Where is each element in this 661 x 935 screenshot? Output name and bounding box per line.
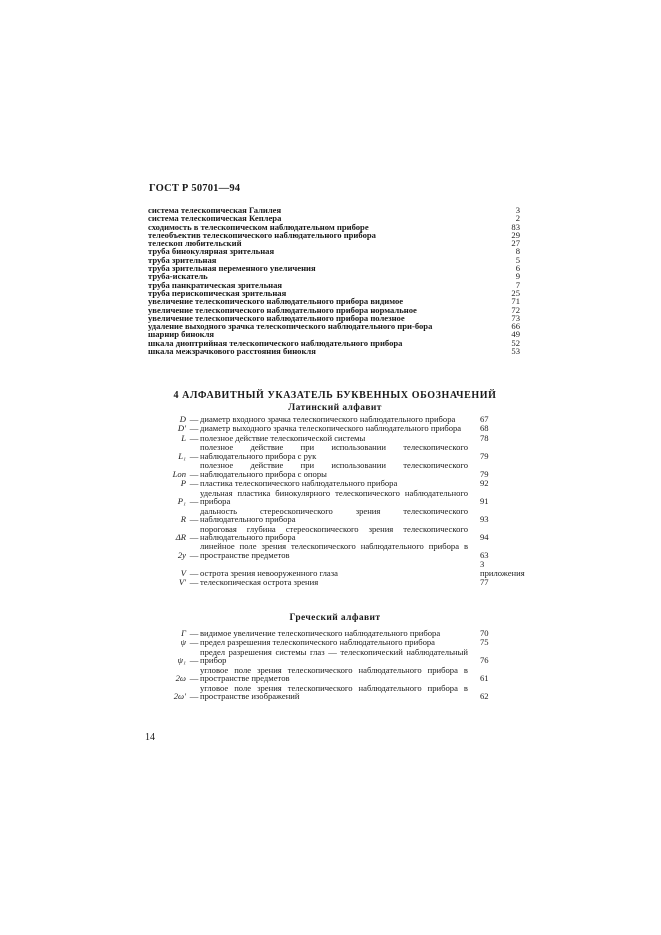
symbol-page: 62 (480, 691, 489, 702)
dash: — (189, 637, 199, 648)
dash: — (189, 496, 199, 507)
symbol: R (180, 514, 186, 525)
symbol-row (150, 578, 530, 587)
term-page: 66 (511, 321, 520, 332)
symbol-page: 67 (480, 414, 489, 424)
term-page: 3 (515, 205, 520, 215)
term-text: увеличение телескопического наблюдательного прибора нормальное (148, 304, 417, 315)
term-text: шкала диоптрийная телескопического наблюдательного прибора (148, 337, 403, 348)
symbol-page: 63 (480, 550, 489, 561)
symbol-row (150, 415, 530, 424)
symbol-page: 91 (480, 496, 489, 507)
symbol-description: пластика телескопического наблюдательного прибора (200, 478, 398, 489)
term-index-list (148, 206, 520, 355)
symbol: V (180, 568, 186, 579)
symbol-page: 76 (480, 655, 489, 666)
symbol: Lоп (172, 468, 186, 479)
term-text: увеличение телескопического наблюдательного прибора полезное (148, 312, 405, 323)
symbol-row (150, 479, 530, 488)
term-page: 49 (511, 329, 520, 340)
symbol-row (150, 434, 530, 443)
symbol-page: 3 приложения (480, 559, 525, 579)
symbol-description: угловое поле зрения телескопического наблюдательного прибора в пространстве предметов (200, 664, 468, 684)
dash: — (189, 514, 199, 525)
term-text: труба-искатель (148, 271, 208, 282)
term-text: шкала межзрачкового расстояния бинокля (148, 346, 316, 357)
symbol-description: диаметр выходного зрачка телескопического наблюдательного прибора (200, 423, 462, 434)
symbol: P (180, 478, 186, 489)
symbol-description: полезное действие при использовании телескопического наблюдательного прибора с рук (200, 442, 468, 461)
dash: — (189, 655, 199, 666)
symbol: ΔR (175, 532, 186, 543)
dash: — (189, 532, 199, 543)
symbol: L (181, 432, 186, 443)
symbol: D (179, 414, 186, 424)
section-title: 4 АЛФАВИТНЫЙ УКАЗАТЕЛЬ БУКВЕННЫХ ОБОЗНАЧЕНИЙ (173, 390, 497, 401)
term-page: 25 (511, 287, 520, 298)
symbol-description: телескопическая острота зрения (200, 577, 319, 588)
term-row (148, 347, 520, 355)
symbol-page: 61 (480, 673, 489, 684)
term-text: сходимость в телескопическом наблюдательном приборе (148, 221, 369, 232)
symbol-page: 79 (480, 450, 489, 461)
term-text: телескоп любительский (148, 238, 242, 249)
symbol-page: 92 (480, 478, 489, 489)
symbol-row (150, 507, 530, 524)
symbol-row (150, 560, 530, 577)
symbol-description: острота зрения невооруженного глаза (200, 568, 338, 579)
symbol-page: 70 (480, 628, 489, 638)
symbol-description: линейное поле зрения телескопического наблюдательного прибора в пространстве предметов (200, 541, 468, 561)
latin-alphabet-heading: Латинский алфавит (288, 403, 382, 413)
symbol-description: угловое поле зрения телескопического наблюдательного прибора в пространстве изображений (200, 682, 468, 702)
term-page: 5 (515, 254, 520, 265)
symbol-row (150, 648, 530, 665)
symbol-row (150, 424, 530, 433)
term-text: система телескопическая Галилея (148, 205, 282, 215)
symbol-description: пороговая глубина стереоскопического зрения телескопического наблюдательного прибора (200, 523, 468, 543)
symbol: 2y (177, 550, 186, 561)
term-page: 8 (515, 246, 520, 257)
term-text: труба перископическая зрительная (148, 287, 287, 298)
term-page: 53 (511, 346, 520, 357)
term-page: 2 (515, 213, 520, 224)
term-text: увеличение телескопического наблюдательного прибора видимое (148, 296, 404, 307)
term-page: 7 (515, 279, 520, 290)
symbol-description: диаметр входного зрачка телескопического наблюдательного прибора (200, 414, 456, 424)
dash: — (189, 432, 199, 443)
symbol-description: удельная пластика бинокулярного телескопического наблюдательного прибора (200, 487, 468, 507)
symbol-description: предел разрешения телескопического наблюдательного прибора (200, 637, 435, 648)
greek-symbol-list (150, 629, 530, 702)
dash: — (189, 673, 199, 684)
dash: — (189, 414, 199, 424)
term-page: 71 (511, 296, 520, 307)
symbol: ψ₁ (177, 655, 186, 666)
symbol-row (150, 525, 530, 542)
dash: — (189, 550, 199, 561)
dash: — (189, 468, 199, 479)
symbol: P₁ (177, 496, 186, 507)
symbol-row (150, 666, 530, 683)
term-text: шарнир бинокля (148, 329, 215, 340)
symbol-page: 77 (480, 577, 489, 588)
symbol-row (150, 443, 530, 460)
document-header: ГОСТ Р 50701—94 (149, 183, 241, 194)
term-page: 6 (515, 263, 520, 274)
dash: — (189, 568, 199, 579)
symbol-page: 79 (480, 468, 489, 479)
term-page: 83 (511, 221, 520, 232)
page-number: 14 (145, 732, 155, 743)
term-page: 27 (511, 238, 520, 249)
symbol-description: дальность стереоскопического зрения телескопического наблюдательного прибора (200, 505, 468, 525)
symbol-row (150, 684, 530, 701)
symbol: Γ (181, 628, 186, 638)
greek-alphabet-heading: Греческий алфавит (289, 613, 381, 623)
symbol-row (150, 542, 530, 559)
symbol: V′ (178, 577, 186, 588)
dash: — (189, 423, 199, 434)
term-page: 72 (511, 304, 520, 315)
symbol-page: 68 (480, 423, 489, 434)
latin-symbol-list (150, 415, 530, 588)
term-text: труба зрительная переменного увеличения (148, 263, 316, 274)
symbol: 2ω (175, 673, 186, 684)
symbol-row (150, 629, 530, 638)
term-text: труба бинокулярная зрительная (148, 246, 275, 257)
dash: — (189, 478, 199, 489)
symbol: D′ (177, 423, 186, 434)
term-text: труба панкратическая зрительная (148, 279, 283, 290)
symbol-page: 78 (480, 432, 489, 443)
dash: — (189, 577, 199, 588)
term-text: телеобъектив телескопического наблюдательного прибора (148, 229, 376, 240)
symbol-description: видимое увеличение телескопического наблюдательного прибора (200, 628, 441, 638)
term-page: 9 (515, 271, 520, 282)
symbol: 2ω′ (173, 691, 186, 702)
term-page: 73 (511, 312, 520, 323)
dash: — (189, 450, 199, 461)
term-text: удаление выходного зрачка телескопического наблюдательного при-бора (148, 321, 433, 332)
symbol-description: полезное действие при использовании телескопического наблюдательного прибора с опоры (200, 460, 468, 479)
symbol-row (150, 489, 530, 506)
term-page: 52 (511, 337, 520, 348)
symbol-row (150, 461, 530, 478)
symbol-description: предел разрешения системы глаз — телескопический наблюдательный прибор (200, 646, 468, 666)
symbol-page: 94 (480, 532, 489, 543)
symbol-page: 75 (480, 637, 489, 648)
symbol-description: полезное действие телескопической системы (200, 432, 366, 443)
symbol: L₁ (178, 450, 186, 461)
symbol: ψ (180, 637, 186, 648)
term-text: труба зрительная (148, 254, 217, 265)
symbol-row (150, 638, 530, 647)
dash: — (189, 691, 199, 702)
dash: — (189, 628, 199, 638)
term-text: система телескопическая Кеплера (148, 213, 282, 224)
symbol-page: 93 (480, 514, 489, 525)
term-page: 29 (511, 229, 520, 240)
